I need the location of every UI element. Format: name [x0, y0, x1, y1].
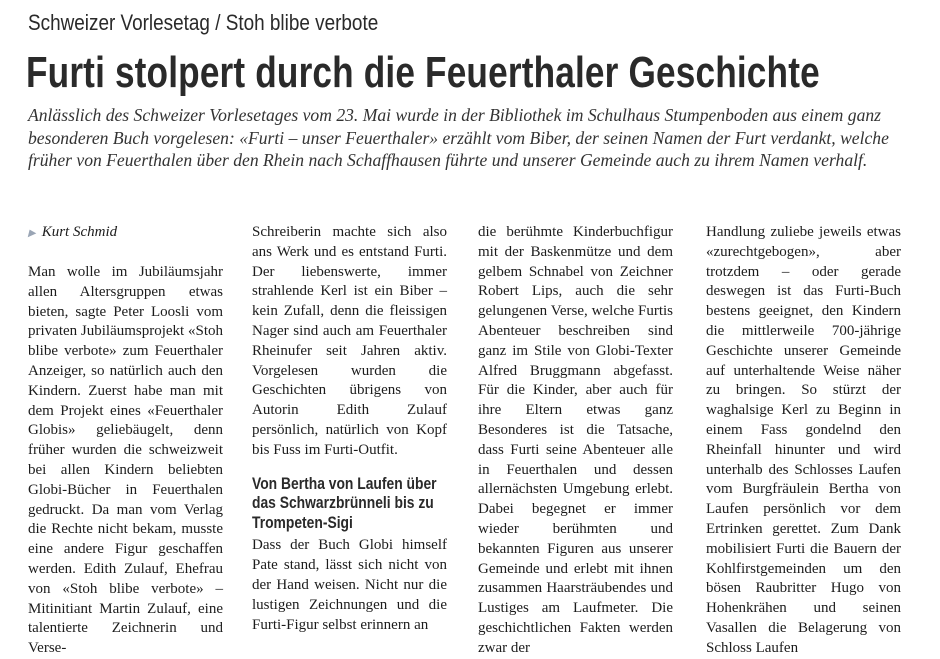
column-3 — [478, 223, 673, 659]
column-2 — [252, 223, 447, 635]
lead-paragraph: Anlässlich des Schweizer Vorlesetages vom 23. Mai wurde in der Bibliothek im Schulhaus Stumpenboden aus einem ganz besonderen Buch vorgelesen: «Furti – unser Feuerthaler» erzählt vom Biber, der seinen Namen der Furt verdankt, welche früher von Feuerthalen über den Rhein nach Schaffhausen führte und unserer Gemeinde auch zu ihrem Namen verhalf. — [28, 105, 889, 171]
author-line — [28, 223, 223, 243]
body-text-col1: Man wolle im Jubiläumsjahr allen Altersgruppen etwas bieten, sagte Peter Loosli vom privaten Jubiläumsprojekt «Stoh blibe verbote» zum Feuerthaler Anzeiger, so natürlich auch den Kindern. Zuerst habe man mit dem Projekt eines «Feuerthaler Globis» geliebäugelt, denn früher wurden die schweizweit bei allen Kindern beliebten Globi-Bücher in Feuerthalen gedruckt. Da man vom Verlag die Rechte nicht bekam, musste eine andere Figur geschaffen werden. Edith Zulauf, Ehefrau von «Stoh blibe verbote» – Mitinitiant Martin Zulauf, eine talentierte Zeichnerin und Verse- — [28, 264, 223, 657]
body-text-col4: Handlung zuliebe jeweils etwas «zurechtgebogen», aber trotzdem – oder gerade deswegen ist das Furti-Buch bestens geeignet, den Kindern die mittlerweile 700-jährige Geschichte unserer Gemeinde auf unterhaltende Weise näher zu bringen. So stürzt der waghalsige Kerl zu Beginn in einem Fass gondelnd den Rheinfall hinunter und wird unterhalb des Schlosses Laufen vom Burgfräulein Bertha von Laufen persönlich vor dem Ertrinken gerettet. Zum Dank mobilisiert Furti die Bauern der Kohlfirstgemeinden um den bösen Raubritter Hugo von Hohenkrähen und seinen Vasallen die Belagerung von Schloss Laufen — [706, 224, 901, 656]
column-4 — [706, 223, 901, 659]
headline: Furti stolpert durch die Feuerthaler Geschichte — [26, 48, 820, 97]
column-1 — [28, 223, 223, 659]
body-text-col3: die berühmte Kinderbuchfigur mit der Baskenmütze und dem gelbem Schnabel von Zeichner Robert Lips, auch die sehr gelungenen Verse, welche Furtis Abenteuer beschreiben sind ganz im Stile von Globi-Texter Alfred Bruggmann abgefasst. Für die Kinder, aber auch für ihre Eltern etwas ganz Besonderes ist die Tatsache, dass Furti seine Abenteuer alle in Feuerthalen und dessen allernächsten Umgebung erlebt. Dabei begegnet er immer wieder berühmten und bekannten Figuren aus unserer Gemeinde und erlebt mit ihnen zusammen Haarsträubendes und Lustiges am Laufmeter. Die geschichtlichen Fakten werden zwar der — [478, 224, 673, 656]
subheading: Von Bertha von Laufen über das Schwarzbrünneli bis zu Trompeten-Sigi — [252, 474, 437, 532]
body-text-col2b: Dass der Buch Globi himself Pate stand, lässt sich nicht von der Hand weisen. Nicht nur die lustigen Zeichnungen und die Furti-Figur selbst erinnern an — [252, 537, 447, 633]
kicker: Schweizer Vorlesetag / Stoh blibe verbote — [28, 10, 379, 35]
author-name: Kurt Schmid — [41, 224, 118, 240]
body-text-col2a: Schreiberin machte sich also ans Werk und es entstand Furti. Der liebenswerte, immer strahlende Kerl ist ein Biber – kein Zufall, denn die fleissigen Nager sind auch am Feuerthaler Rheinufer seit Jahren aktiv. Vorgelesen wurden die Geschichten übrigens von Autorin Edith Zulauf persönlich, natürlich von Kopf bis Fuss im Furti-Outfit. — [252, 224, 447, 458]
triangle-bullet-icon: ▶ — [28, 228, 36, 239]
